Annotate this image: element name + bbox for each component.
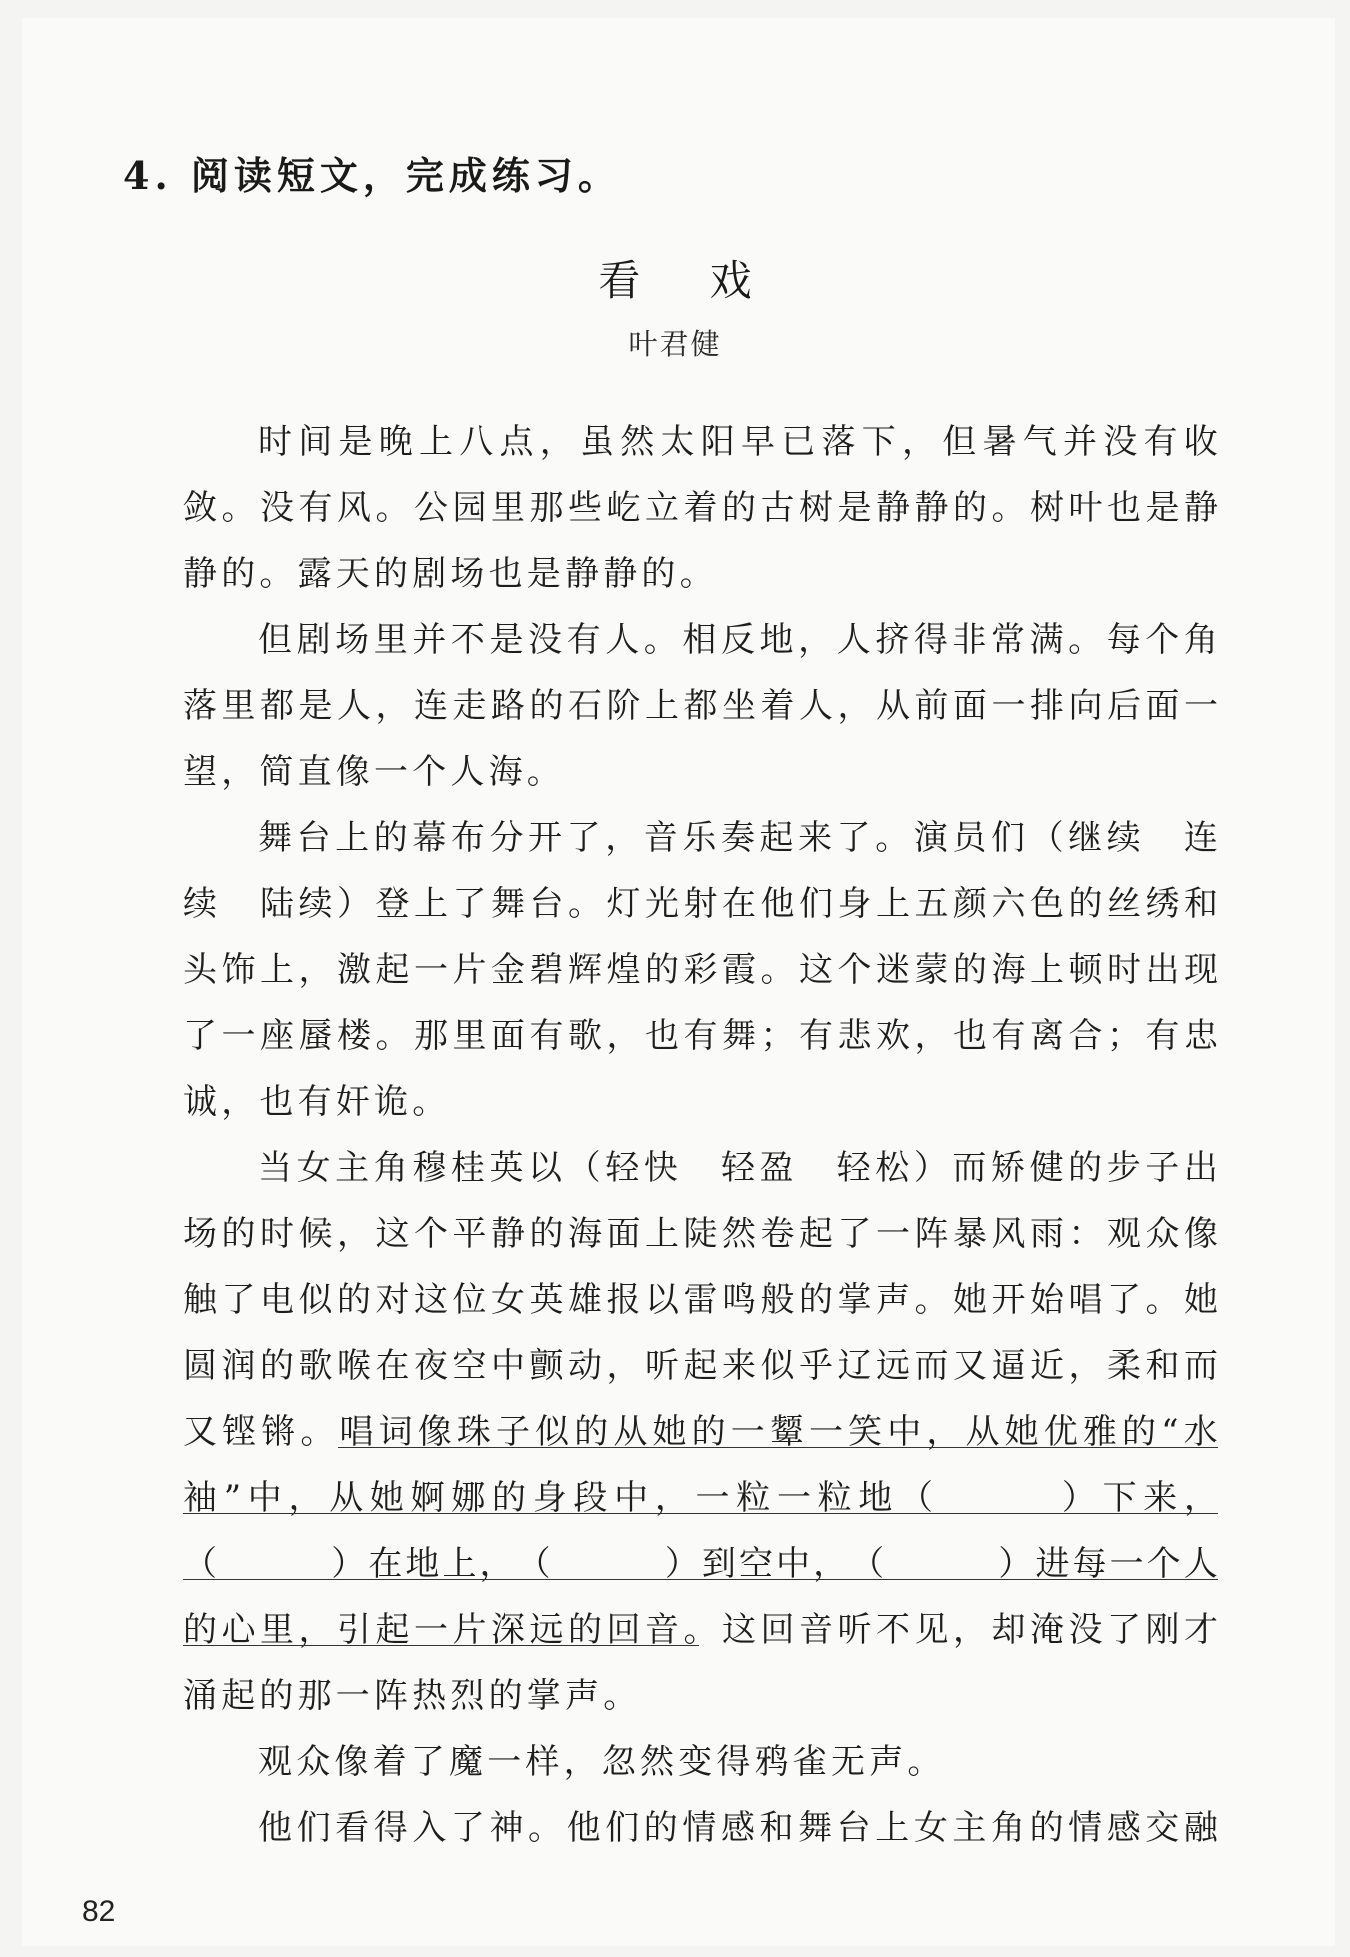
story-line: 落 里 都 是 人 ， 连 走 路 的 石 阶 上 都 坐 着 人 ， 从 前 面 一 排 向 后 面 一 [183, 686, 1218, 726]
underline-segment [338, 1447, 1218, 1448]
page-number: 82 [82, 1895, 116, 1928]
story-line: 诚，也有奸诡。 [183, 1082, 451, 1122]
story-title: 看 戏 [598, 256, 780, 305]
story-line: 时 间 是 晚 上 八 点 ， 虽 然 太 阳 早 已 落 下 ， 但 暑 气 并 没 有 收 [258, 422, 1218, 462]
story-line: 观众像着了魔一样，忽然变得鸦雀无声。 [258, 1742, 946, 1782]
story-line: 袖 ” 中 ， 从 她 婀 娜 的 身 段 中 ， 一 粒 一 粒 地 （ ） 下 来 ， [183, 1478, 1218, 1518]
underline-segment [183, 1579, 1218, 1580]
story-line: 静的。露天的剧场也是静静的。 [183, 554, 718, 594]
story-line: 望，简直像一个人海。 [183, 752, 565, 792]
story-line: 敛 。 没 有 风 。 公 园 里 那 些 屹 立 着 的 古 树 是 静 静 的 。 树 叶 也 是 静 [183, 488, 1218, 528]
story-author: 叶君健 [628, 327, 722, 361]
story-line: 涌起的那一阵热烈的掌声。 [183, 1676, 642, 1716]
story-line: 他 们 看 得 入 了 神 。 他 们 的 情 感 和 舞 台 上 女 主 角 的 情 感 交 融 [258, 1808, 1218, 1848]
story-line: 但 剧 场 里 并 不 是 没 有 人 。 相 反 地 ， 人 挤 得 非 常 满 。 每 个 角 [258, 620, 1218, 660]
story-line: 触 了 电 似 的 对 这 位 女 英 雄 报 以 雷 鸣 般 的 掌 声 。 她 开 始 唱 了 。 她 [183, 1280, 1218, 1320]
underline-segment [183, 1513, 1218, 1514]
story-line: 又 铿 锵 。 唱 词 像 珠 子 似 的 从 她 的 一 颦 一 笑 中 ， 从 她 优 雅 的 “ 水 [183, 1412, 1218, 1452]
story-line: 头 饰 上 ， 激 起 一 片 金 碧 辉 煌 的 彩 霞 。 这 个 迷 蒙 的 海 上 顿 时 出 现 [183, 950, 1218, 990]
question-title: 4. 阅读短文，完成练习。 [123, 153, 621, 198]
story-line: 当 女 主 角 穆 桂 英 以 （ 轻 快 轻 盈 轻 松 ） 而 矫 健 的 步 子 出 [258, 1148, 1218, 1188]
story-line: （ ） 在 地 上 ， （ ） 到 空 中 ， （ ） 进 每 一 个 人 [183, 1544, 1218, 1584]
story-line: 了 一 座 蜃 楼 。 那 里 面 有 歌 ， 也 有 舞 ； 有 悲 欢 ， 也 有 离 合 ； 有 忠 [183, 1016, 1218, 1056]
story-line: 圆 润 的 歌 喉 在 夜 空 中 颤 动 ， 听 起 来 似 乎 辽 远 而 又 逼 近 ， 柔 和 而 [183, 1346, 1218, 1386]
story-line: 续 陆 续 ） 登 上 了 舞 台 。 灯 光 射 在 他 们 身 上 五 颜 六 色 的 丝 绣 和 [183, 884, 1218, 924]
story-line: 场 的 时 候 ， 这 个 平 静 的 海 面 上 陡 然 卷 起 了 一 阵 暴 风 雨 ： 观 众 像 [183, 1214, 1218, 1254]
story-line: 舞 台 上 的 幕 布 分 开 了 ， 音 乐 奏 起 来 了 。 演 员 们 （ 继 续 连 [258, 818, 1218, 858]
underline-segment [183, 1645, 699, 1646]
story-line: 的 心 里 ， 引 起 一 片 深 远 的 回 音 。 这 回 音 听 不 见 ， 却 淹 没 了 刚 才 [183, 1610, 1218, 1650]
